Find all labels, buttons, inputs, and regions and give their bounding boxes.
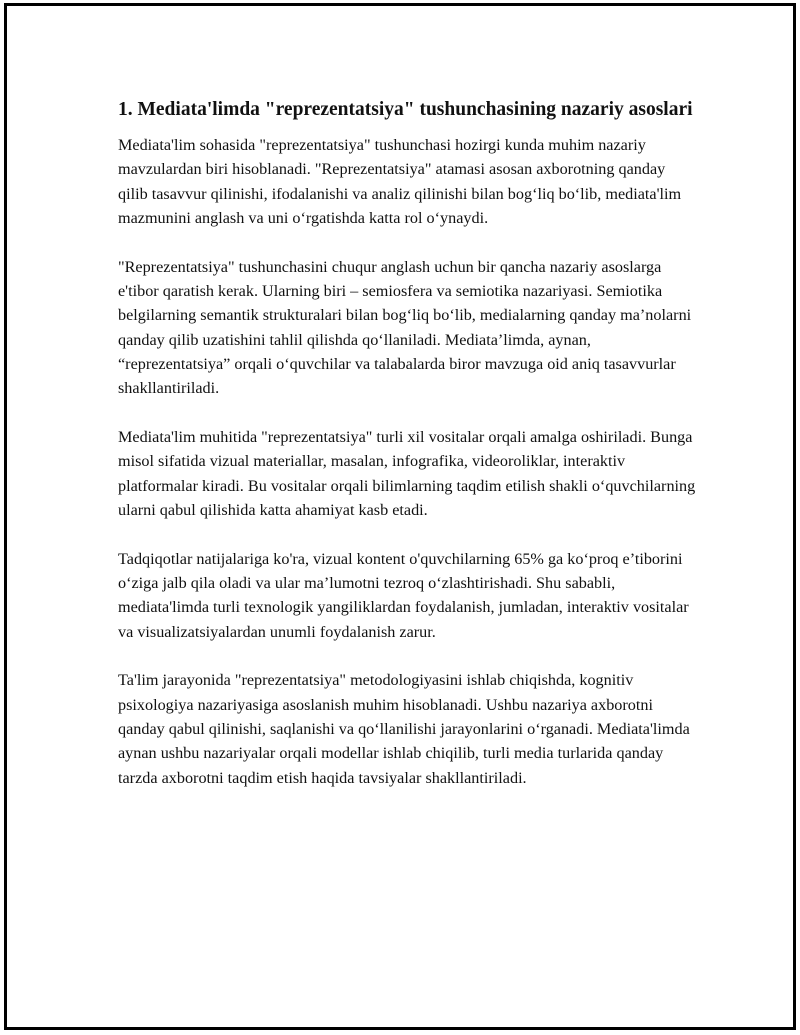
paragraph-2: "Reprezentatsiya" tushunchasini chuqur anglash uchun bir qancha nazariy asoslarga e'tibor qaratish kerak. Ularning biri – semiosfera va semiotika nazariyasi. Semiotika belgilarning semantik strukturalari bilan bog‘liq bo‘lib, medialarning qanday ma’nolarni qanday qilib uzatishini tahlil qilishda qo‘llaniladi. Mediata’limda, aynan, “reprezentatsiya” orqali o‘quvchilar va talabalarda biror mavzuga oid aniq tasavvurlar shakllantiriladi. <box>118 257 692 398</box>
section-heading: 1. Mediata'limda "reprezentatsiya" tushunchasining nazariy asoslari <box>118 99 693 120</box>
document-page <box>4 3 796 1030</box>
document-body <box>118 96 698 814</box>
paragraph-5: Ta'lim jarayonida "reprezentatsiya" metodologiyasini ishlab chiqishda, kognitiv psixologiya nazariyasiga asoslanish muhim hisoblanadi. Ushbu nazariya axborotni qanday qabul qilinishi, saqlanishi va qo‘llanilishi jarayonlarini o‘rganadi. Mediata'limda aynan ushbu nazariyalar orqali modellar ishlab chiqilib, turli media turlarida qanday tarzda axborotni taqdim etish haqida tavsiyalar shakllantiriladi. <box>118 671 690 787</box>
paragraph-4: Tadqiqotlar natijalariga ko'ra, vizual kontent o'quvchilarning 65% ga ko‘proq e’tiborini o‘ziga jalb qila oladi va ular ma’lumotni tezroq o‘zlashtirishadi. Shu sababli, mediata'limda turli texnologik yangiliklardan foydalanish, jumladan, interaktiv vositalar va visualizatsiyalardan unumli foydalanish zarur. <box>118 549 689 641</box>
paragraph-1: Mediata'lim sohasida "reprezentatsiya" tushunchasi hozirgi kunda muhim nazariy mavzulardan biri hisoblanadi. "Reprezentatsiya" atamasi asosan axborotning qanday qilib tasavvur qilinishi, ifodalanishi va analiz qilinishi bilan bog‘liq bo‘lib, mediata'lim mazmunini anglash va uni o‘rgatishda katta rol o‘ynaydi. <box>118 136 682 227</box>
paragraph-3: Mediata'lim muhitida "reprezentatsiya" turli xil vositalar orqali amalga oshiriladi. Bunga misol sifatida vizual materiallar, masalan, infografika, videoroliklar, interaktiv platformalar kiradi. Bu vositalar orqali bilimlarning taqdim etilish shakli o‘quvchilarning ularni qabul qilishida katta ahamiyat kasb etadi. <box>118 427 696 519</box>
